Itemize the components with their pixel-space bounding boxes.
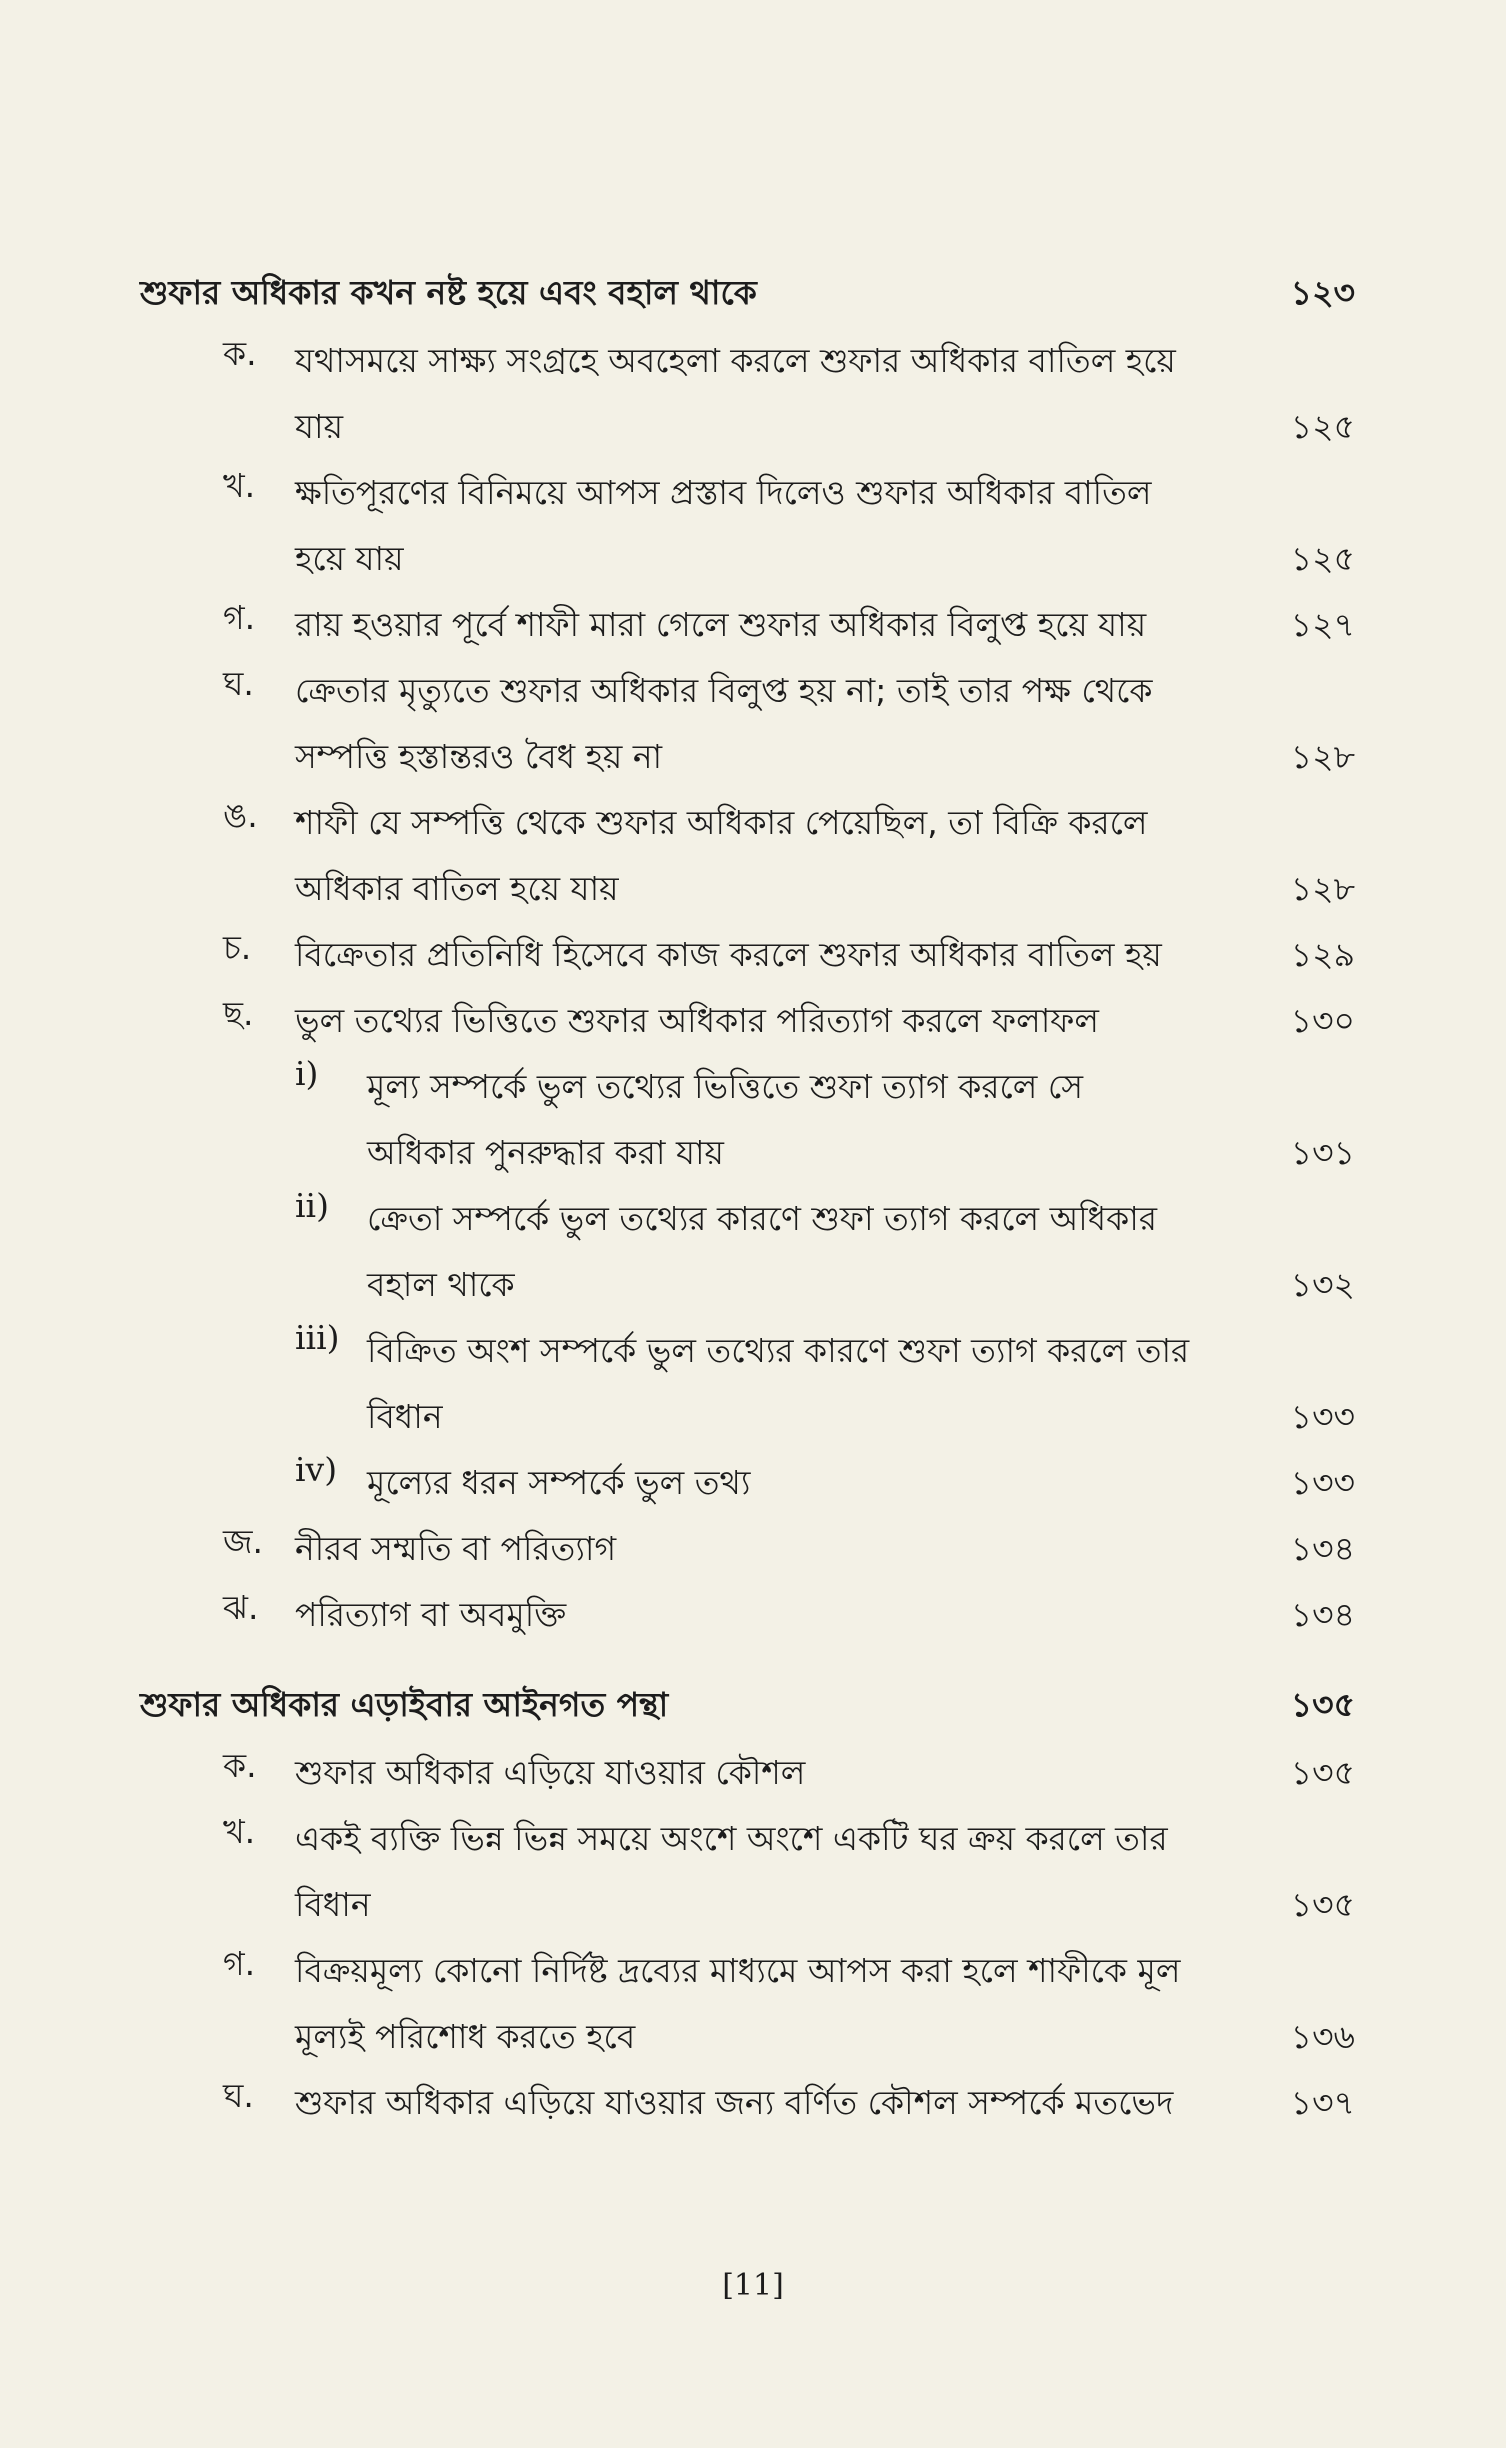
toc-entry	[140, 328, 1355, 460]
entry-marker: ক.	[223, 334, 257, 373]
entry-marker: গ.	[223, 598, 256, 637]
entry-page-number: ১২৭	[1290, 605, 1355, 644]
section-heading	[140, 258, 1355, 328]
section-title: শুফার অধিকার কখন নষ্ট হয়ে এবং বহাল থাকে	[140, 273, 757, 312]
entry-page-number: ১৩৫	[1290, 1885, 1355, 1924]
entry-marker: জ.	[223, 1522, 264, 1561]
toc-entry	[140, 1938, 1355, 2070]
toc-entry	[140, 658, 1355, 790]
section-page-number: ১২৩	[1290, 273, 1355, 312]
toc-entry	[140, 2070, 1355, 2136]
entry-title: যথাসময়ে সাক্ষ্য সংগ্রহে অবহেলা করলে শুফার অধিকার বাতিল হয়ে যায়	[295, 341, 1176, 446]
entry-title: ভুল তথ্যের ভিত্তিতে শুফার অধিকার পরিত্যাগ করলে ফলাফল	[295, 1001, 1099, 1040]
section-gap	[140, 1648, 1355, 1670]
entry-page-number: ১২৯	[1290, 935, 1355, 974]
entry-marker: ii)	[295, 1186, 329, 1225]
entry-title: মূল্য সম্পর্কে ভুল তথ্যের ভিত্তিতে শুফা ত্যাগ করলে সে অধিকার পুনরুদ্ধার করা যায়	[367, 1067, 1084, 1172]
entry-title: শাফী যে সম্পত্তি থেকে শুফার অধিকার পেয়েছিল, তা বিক্রি করলে অধিকার বাতিল হয়ে যায়	[295, 803, 1148, 908]
entry-title: একই ব্যক্তি ভিন্ন ভিন্ন সময়ে অংশে অংশে একটি ঘর ক্রয় করলে তার বিধান	[295, 1819, 1168, 1924]
entry-page-number: ১৩১	[1290, 1133, 1355, 1172]
section-page-number: ১৩৫	[1290, 1685, 1355, 1724]
toc-entry	[140, 1582, 1355, 1648]
toc-entry	[140, 1516, 1355, 1582]
entry-marker: iii)	[295, 1318, 340, 1357]
entry-title: নীরব সম্মতি বা পরিত্যাগ	[295, 1529, 617, 1568]
entry-marker: ঙ.	[223, 796, 258, 835]
entry-title: বিক্রয়মূল্য কোনো নির্দিষ্ট দ্রব্যের মাধ্যমে আপস করা হলে শাফীকে মূল মূল্যই পরিশোধ করতে হবে	[295, 1951, 1181, 2056]
page-number: [11]	[722, 2268, 784, 2303]
toc-entry	[140, 460, 1355, 592]
entry-title: বিক্রেতার প্রতিনিধি হিসেবে কাজ করলে শুফার অধিকার বাতিল হয়	[295, 935, 1162, 974]
entry-page-number: ১৩৭	[1290, 2083, 1355, 2122]
entry-page-number: ১২৫	[1290, 539, 1355, 578]
toc-entry	[140, 592, 1355, 658]
entry-page-number: ১৩৩	[1290, 1463, 1355, 1502]
toc-entry	[140, 988, 1355, 1054]
entry-page-number: ১২৮	[1290, 737, 1355, 776]
entry-marker: ঝ.	[223, 1588, 259, 1627]
entry-title: ক্ষতিপূরণের বিনিময়ে আপস প্রস্তাব দিলেও শুফার অধিকার বাতিল হয়ে যায়	[295, 473, 1152, 578]
entry-page-number: ১৩৩	[1290, 1397, 1355, 1436]
toc-entry	[140, 1318, 1355, 1450]
entry-marker: চ.	[223, 928, 252, 967]
entry-title: ক্রেতার মৃত্যুতে শুফার অধিকার বিলুপ্ত হয় না; তাই তার পক্ষ থেকে সম্পত্তি হস্তান্তরও বৈধ হয় না	[295, 671, 1153, 776]
entry-title: শুফার অধিকার এড়িয়ে যাওয়ার কৌশল	[295, 1753, 806, 1792]
entry-marker: i)	[295, 1054, 319, 1093]
entry-marker: গ.	[223, 1944, 256, 1983]
entry-page-number: ১৩৪	[1290, 1529, 1355, 1568]
section-title: শুফার অধিকার এড়াইবার আইনগত পন্থা	[140, 1685, 669, 1724]
entry-title: ক্রেতা সম্পর্কে ভুল তথ্যের কারণে শুফা ত্যাগ করলে অধিকার বহাল থাকে	[367, 1199, 1157, 1304]
entry-page-number: ১২৮	[1290, 869, 1355, 908]
toc-entry	[140, 1054, 1355, 1186]
entry-page-number: ১৩৪	[1290, 1595, 1355, 1634]
toc-entry	[140, 1450, 1355, 1516]
entry-page-number: ১৩০	[1290, 1001, 1355, 1040]
entry-page-number: ১২৫	[1290, 407, 1355, 446]
section-heading	[140, 1670, 1355, 1740]
entry-page-number: ১৩৫	[1290, 1753, 1355, 1792]
toc-entry	[140, 1740, 1355, 1806]
entry-marker: ছ.	[223, 994, 254, 1033]
entry-marker: iv)	[295, 1450, 338, 1489]
entry-marker: ঘ.	[223, 664, 254, 703]
entry-title: রায় হওয়ার পূর্বে শাফী মারা গেলে শুফার অধিকার বিলুপ্ত হয়ে যায়	[295, 605, 1147, 644]
entry-title: বিক্রিত অংশ সম্পর্কে ভুল তথ্যের কারণে শুফা ত্যাগ করলে তার বিধান	[367, 1331, 1190, 1436]
entry-title: শুফার অধিকার এড়িয়ে যাওয়ার জন্য বর্ণিত কৌশল সম্পর্কে মতভেদ	[295, 2083, 1174, 2122]
toc-entry	[140, 1806, 1355, 1938]
toc-entry	[140, 922, 1355, 988]
entry-marker: খ.	[223, 466, 256, 505]
entry-title: পরিত্যাগ বা অবমুক্তি	[295, 1595, 567, 1634]
entry-marker: খ.	[223, 1812, 256, 1851]
toc-entry	[140, 1186, 1355, 1318]
table-of-contents	[140, 258, 1355, 2136]
entry-page-number: ১৩২	[1290, 1265, 1355, 1304]
entry-page-number: ১৩৬	[1290, 2017, 1355, 2056]
toc-entry	[140, 790, 1355, 922]
entry-marker: ক.	[223, 1746, 257, 1785]
entry-marker: ঘ.	[223, 2076, 254, 2115]
entry-title: মূল্যের ধরন সম্পর্কে ভুল তথ্য	[367, 1463, 751, 1502]
